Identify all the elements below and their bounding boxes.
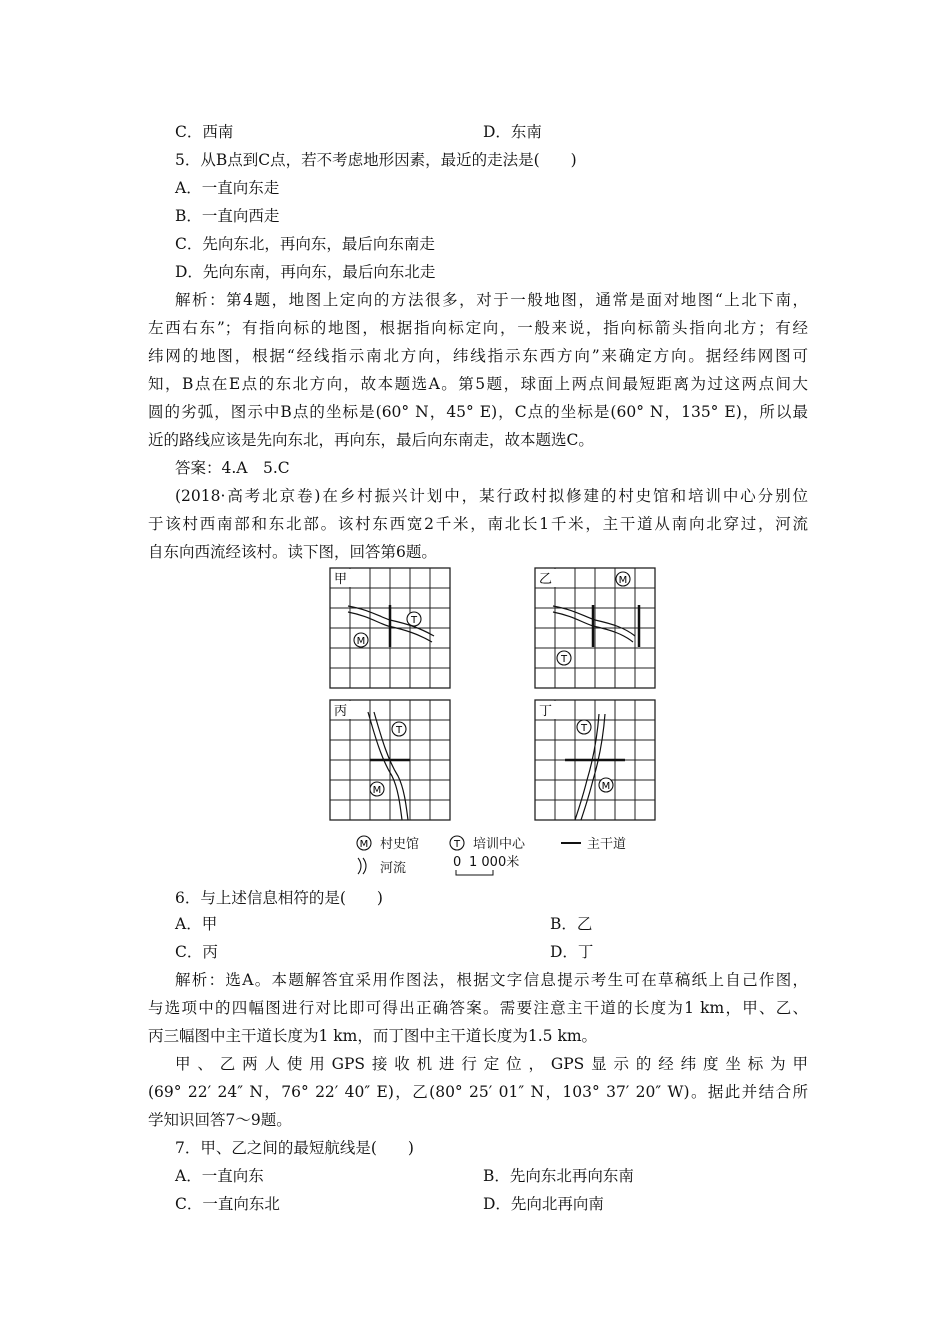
analysis2-line: 丙三幅图中主干道长度为1 km，而丁图中主干道长度为1.5 km。 bbox=[148, 1027, 598, 1045]
panel-label: 丙 bbox=[334, 704, 348, 719]
q6-option-c: C．丙 bbox=[175, 943, 218, 961]
intro6-line: 于该村西南部和东北部。该村东西宽2千米，南北长1千米，主干道从南向北穿过，河流 bbox=[148, 515, 808, 533]
analysis1-line: 解析：第4题，地图上定向的方法很多，对于一般地图，通常是面对地图“上北下南， bbox=[175, 291, 808, 309]
panel-bing bbox=[330, 700, 450, 820]
q5-stem: 5．从B点到C点，若不考虑地形因素，最近的走法是( ) bbox=[175, 151, 577, 169]
q7-stem: 7．甲、乙之间的最短航线是( ) bbox=[175, 1139, 414, 1157]
analysis2-line: 与选项中的四幅图进行对比即可得出正确答案。需要注意主干道的长度为1 km，甲、乙、 bbox=[148, 999, 808, 1017]
intro7-line: 学知识回答7～9题。 bbox=[148, 1111, 292, 1129]
answer-4-5: 答案：4.A 5.C bbox=[175, 459, 290, 477]
q5-option-c: C．先向东北，再向东，最后向东南走 bbox=[175, 235, 435, 253]
q4-option-c: C．西南 bbox=[175, 123, 234, 141]
q7-option-d: D．先向北再向南 bbox=[483, 1195, 604, 1213]
svg-text:T: T bbox=[560, 654, 568, 665]
svg-text:M: M bbox=[601, 781, 611, 792]
intro6-line: 自东向西流经该村。读下图，回答第6题。 bbox=[148, 543, 437, 561]
svg-text:M: M bbox=[372, 785, 382, 796]
intro7-line: 甲、乙两人使用GPS接收机进行定位，GPS显示的经纬度坐标为甲 bbox=[175, 1055, 808, 1073]
legend-river-icon bbox=[358, 858, 361, 874]
analysis1-line: 左西右东”；有指向标的地图，根据指向标定向，一般来说，指向标箭头指向北方；有经 bbox=[148, 319, 808, 337]
legend-road-label: 主干道 bbox=[587, 837, 627, 852]
scale-bar bbox=[456, 870, 493, 875]
analysis1-line: 近的路线应该是先向东北，再向东，最后向东南走，故本题选C。 bbox=[148, 431, 594, 449]
analysis2-line: 解析：选A。本题解答宜采用作图法，根据文字信息提示考生可在草稿纸上自己作图， bbox=[175, 971, 808, 989]
legend bbox=[357, 836, 626, 876]
svg-text:T: T bbox=[453, 839, 461, 850]
panel-ding bbox=[535, 700, 655, 820]
legend-museum-label: 村史馆 bbox=[380, 837, 420, 852]
q5-option-d: D．先向东南，再向东，最后向东北走 bbox=[175, 263, 436, 281]
q6-option-d: D．丁 bbox=[550, 943, 594, 961]
village-map-figure bbox=[325, 565, 660, 885]
panel-label: 丁 bbox=[539, 704, 553, 719]
svg-text:M: M bbox=[359, 839, 369, 850]
q7-option-b: B．先向东北再向东南 bbox=[483, 1167, 634, 1185]
panel-label: 甲 bbox=[334, 572, 348, 587]
q6-option-b: B．乙 bbox=[550, 915, 593, 933]
svg-text:T: T bbox=[580, 723, 588, 734]
q5-option-a: A．一直向东走 bbox=[175, 179, 280, 197]
q7-option-a: A．一直向东 bbox=[175, 1167, 264, 1185]
svg-text:M: M bbox=[356, 636, 366, 647]
analysis1-line: 知，B点在E点的东北方向，故本题选A。第5题，球面上两点间最短距离为过这两点间大 bbox=[148, 375, 808, 393]
panel-jia bbox=[330, 568, 450, 688]
intro6-line: (2018·高考北京卷)在乡村振兴计划中，某行政村拟修建的村史馆和培训中心分别位 bbox=[175, 487, 808, 505]
analysis1-line: 纬网的地图，根据“经线指示南北方向，纬线指示东西方向”来确定方向。据经纬网图可 bbox=[148, 347, 808, 365]
q5-option-b: B．一直向西走 bbox=[175, 207, 280, 225]
scale-zero: 0 bbox=[453, 855, 462, 870]
panel-yi bbox=[535, 568, 655, 688]
q6-option-a: A．甲 bbox=[175, 915, 218, 933]
svg-text:T: T bbox=[395, 725, 403, 736]
scale-value: 1 000米 bbox=[469, 855, 520, 870]
legend-training-label: 培训中心 bbox=[473, 837, 526, 852]
svg-text:T: T bbox=[410, 615, 418, 626]
legend-river-label: 河流 bbox=[380, 861, 407, 876]
svg-text:M: M bbox=[618, 575, 628, 586]
q6-stem: 6．与上述信息相符的是( ) bbox=[175, 889, 383, 907]
analysis1-line: 圆的劣弧，图示中B点的坐标是(60° N，45° E)，C点的坐标是(60° N，135° E)，所以最 bbox=[148, 403, 808, 421]
q4-option-d: D．东南 bbox=[483, 123, 542, 141]
intro7-line: (69° 22′ 24″ N，76° 22′ 40″ E)，乙(80° 25′ 01″ N，103° 37′ 20″ W)。据此并结合所 bbox=[148, 1083, 808, 1101]
panel-label: 乙 bbox=[539, 572, 553, 587]
q7-option-c: C．一直向东北 bbox=[175, 1195, 280, 1213]
